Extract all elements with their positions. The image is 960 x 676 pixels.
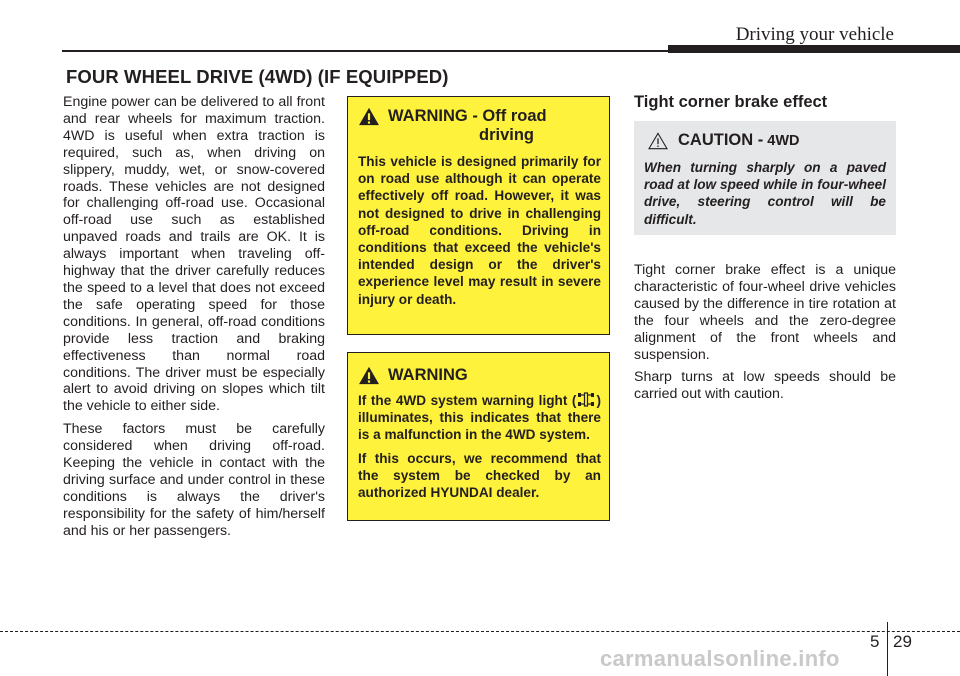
page-number: 29 (893, 632, 912, 651)
warning-offroad-box (347, 96, 610, 335)
tight-corner-paragraph: Sharp turns at low speeds should be carried out with caution. (634, 369, 896, 403)
caution-text: When turning sharply on a paved road at low speed while in four-wheel drive, steering control will be difficult. (644, 160, 886, 227)
intro-text (63, 94, 325, 546)
caution-title: CAUTION - (678, 131, 764, 149)
intro-paragraph: Engine power can be delivered to all front and rear wheels for maximum traction. 4WD is useful when extra traction is required, such as, when driving on slippery, muddy, wet, or snow-covered roads. These vehicles are not designed for challenging off-road use. Occasional off-road use such as established unpaved roads and trails are OK. It is always important when traveling off-highway that the driver carefully reduces the speed to a level that does not exceed the safe operating speed for those conditions. In general, off-road conditions provide less traction and braking effectiveness than normal road conditions. The driver must be especially alert to avoid driving on slopes which tilt the vehicle to either side. (63, 94, 325, 415)
warning-offroad-header (358, 107, 547, 145)
tight-corner-paragraph: Tight corner brake effect is a unique characteristic of four-wheel drive vehicles caused by the difference in tire rotation at the four wheels and the zero-degree alignment of the front wheels and suspension. (634, 262, 896, 363)
warning-offroad-title: WARNING - Off road (388, 107, 547, 125)
warning-4wd-box (347, 352, 610, 521)
warning-4wd-text-after-icon: ) illuminates, this indicates that there is a malfunction in the 4WD system. (358, 393, 601, 443)
footer-rule (0, 631, 960, 632)
caution-triangle-icon (648, 132, 668, 150)
section-title: FOUR WHEEL DRIVE (4WD) (IF EQUIPPED) (66, 66, 449, 87)
intro-paragraph: These factors must be carefully considered when driving off-road. Keeping the vehicle in contact with the driving surface and under control in these conditions is always the driver's responsibility for the safety of him/herself and his or her passengers. (63, 421, 325, 539)
warning-4wd-text (358, 392, 601, 507)
warning-triangle-icon (358, 366, 380, 385)
warning-4wd-text-before-icon: If the 4WD system warning light ( (358, 393, 577, 408)
4wd-warning-light-icon (577, 392, 595, 407)
warning-4wd-paragraph (358, 392, 601, 444)
page-chapter-number: 5 (870, 632, 880, 651)
footer-separator (887, 622, 888, 676)
warning-4wd-paragraph-2: If this occurs, we recommend that the system be checked by an authorized HYUNDAI dealer. (358, 450, 601, 501)
header-bar (668, 45, 960, 53)
warning-4wd-title: WARNING (388, 366, 468, 384)
warning-offroad-text: This vehicle is designed primarily for on road use although it can operate effectively off road. However, it was not designed to drive in challenging off-road conditions. Driving in conditions that exceed the vehicle's intended design or the driver's experience level may result in severe injury or death. (358, 154, 601, 307)
caution-subtitle: 4WD (767, 132, 800, 149)
tight-corner-title: Tight corner brake effect (634, 93, 828, 111)
warning-offroad-title-line2: driving (479, 126, 535, 144)
chapter-header-title: Driving your vehicle (735, 24, 894, 45)
tight-corner-text (634, 262, 896, 409)
warning-4wd-header (358, 366, 468, 385)
watermark: carmanualsonline.info (600, 646, 840, 671)
caution-4wd-box (634, 121, 896, 235)
caution-header (648, 131, 799, 150)
warning-triangle-icon (358, 107, 380, 126)
